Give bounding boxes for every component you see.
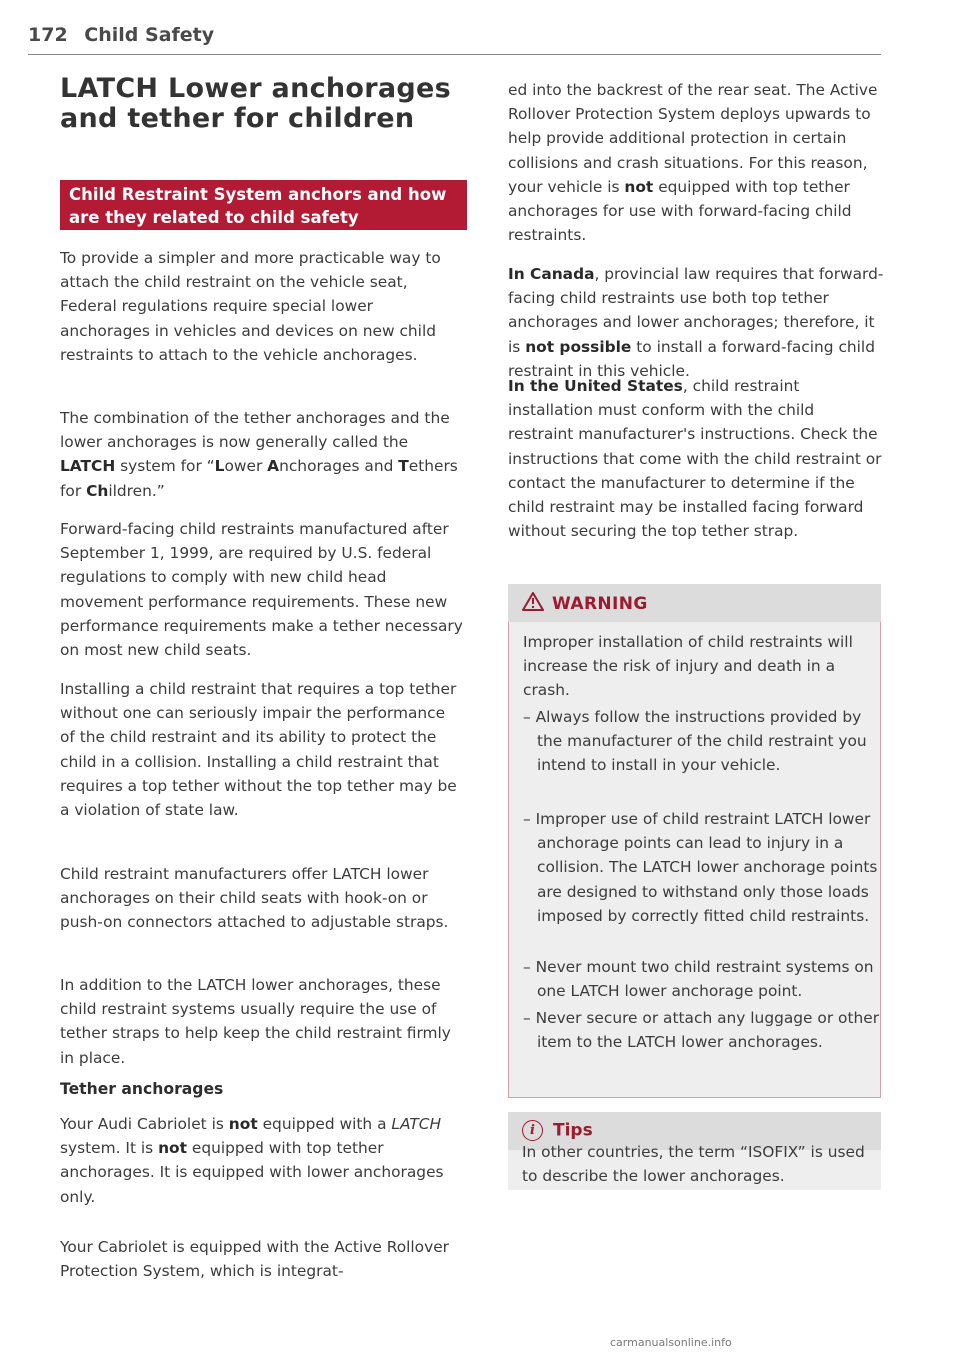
section-banner: Child Restraint System anchors and how are they related to child safety <box>60 180 467 230</box>
warning-triangle-icon <box>522 592 544 616</box>
left-paragraph-8: Your Cabriolet is equipped with the Active Rollover Protection System, which is integrat- <box>60 1238 449 1281</box>
right-paragraph-1: ed into the backrest of the rear seat. The Active Rollover Protection System deploys upwards to help provide additional protection in certain collisions and crash situations. For this reason, your vehicle is not equipped with top tether anchorages for use with forward-facing child restraints. <box>508 81 878 245</box>
page-title: LATCH Lower anchorages and tether for children <box>60 73 452 134</box>
warning-item: – Improper use of child restraint LATCH lower anchorage points can lead to injury in a collision. The LATCH lower anchorage points are designed to withstand only those loads imposed by correctly fitted child restraints. <box>523 810 878 925</box>
left-paragraph-2: The combination of the tether anchorages and the lower anchorages is now generally called the LATCH system for “Lower Anchorages and Tethers for Children.” <box>60 409 458 500</box>
info-icon: i <box>522 1120 543 1141</box>
warning-header <box>508 584 881 622</box>
warning-intro: Improper installation of child restraints will increase the risk of injury and death in a crash. <box>523 633 853 700</box>
page-header <box>28 24 881 55</box>
warning-item: – Always follow the instructions provided by the manufacturer of the child restraint you intend to install in your vehicle. <box>523 708 867 775</box>
latch-term: LATCH <box>60 457 116 476</box>
warning-label: WARNING <box>552 594 648 614</box>
left-paragraph-7: Your Audi Cabriolet is not equipped with a LATCH system. It is not equipped with top tether anchorages. It is equipped with lower anchorages only. <box>60 1115 444 1206</box>
tips-text: In other countries, the term “ISOFIX” is used to describe the lower anchorages. <box>522 1143 865 1186</box>
left-paragraph-5: Child restraint manufacturers offer LATCH lower anchorages on their child seats with hook-on or push-on connectors attached to adjustable straps. <box>60 865 449 932</box>
left-paragraph-4: Installing a child restraint that requires a top tether without one can seriously impair the performance of the child restraint and its ability to protect the child in a collision. Installing a child restraint that requires a top tether without the top tether may be a violation of state law. <box>60 680 457 820</box>
warning-item: – Never mount two child restraint systems on one LATCH lower anchorage point. <box>523 958 874 1001</box>
right-paragraph-2: In Canada, provincial law requires that forward-facing child restraints use both top tether anchorages and lower anchorages; therefore, it is not possible to install a forward-facing child restraint in this vehicle. <box>508 265 884 380</box>
tips-body <box>508 1143 881 1190</box>
left-paragraph-1: To provide a simpler and more practicable way to attach the child restraint on the vehicle seat, Federal regulations require special lower anchorages in vehicles and devices on new child restraints to attach to the vehicle anchorages. <box>60 249 441 364</box>
warning-body <box>508 622 881 1098</box>
left-paragraph-3: Forward-facing child restraints manufactured after September 1, 1999, are required by U.S. federal regulations to comply with new child head movement performance requirements. These new performance requirements make a tether necessary on most new child seats. <box>60 520 463 660</box>
right-paragraph-3: In the United States, child restraint installation must conform with the child restraint manufacturer's instructions. Check the instructions that come with the child restraint or contact the manufacturer to determine if the child restraint may be installed facing forward without securing the top tether strap. <box>508 377 882 541</box>
section-title: Child Safety <box>84 24 215 46</box>
page-number: 172 <box>28 24 68 46</box>
tips-label: Tips <box>553 1120 593 1141</box>
tether-anchorages-heading: Tether anchorages <box>60 1080 224 1098</box>
footer-watermark: carmanualsonline.info <box>610 1336 732 1349</box>
warning-item: – Never secure or attach any luggage or other item to the LATCH lower anchorages. <box>523 1009 880 1052</box>
left-paragraph-6: In addition to the LATCH lower anchorages, these child restraint systems usually require the use of tether straps to help keep the child restraint firmly in place. <box>60 976 451 1067</box>
